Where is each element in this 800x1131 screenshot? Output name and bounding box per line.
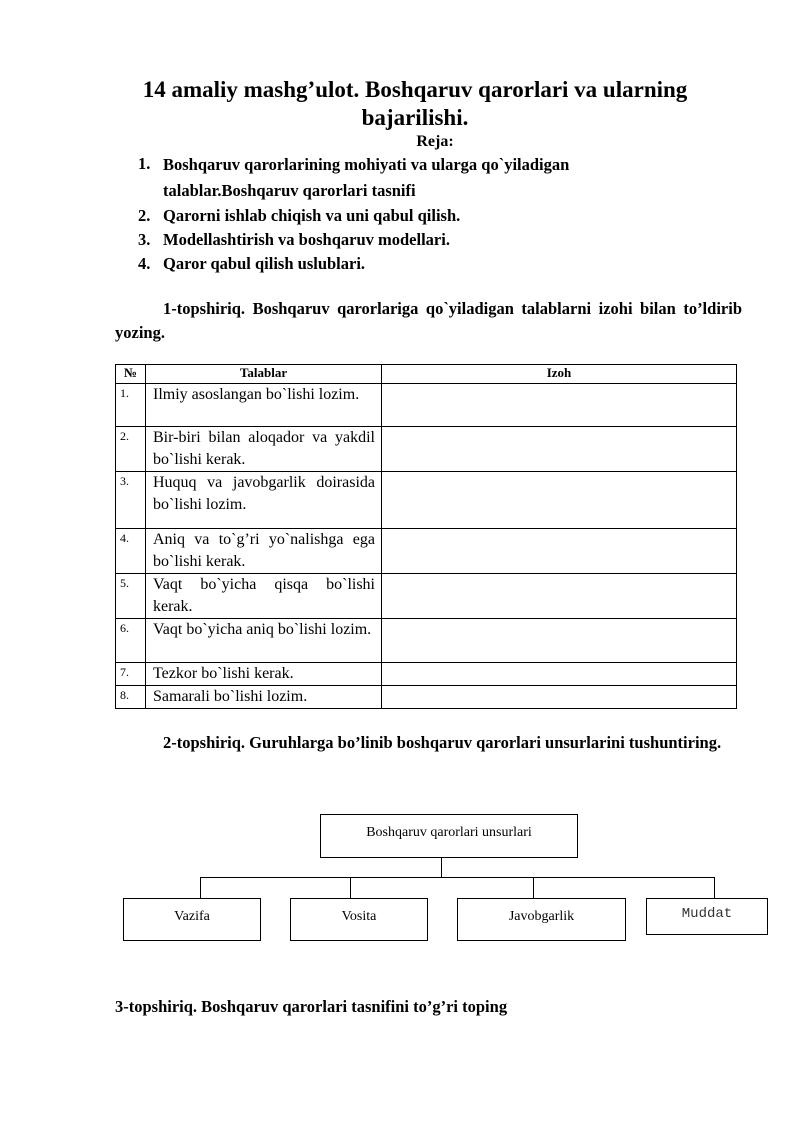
requirements-table (115, 364, 737, 709)
row-requirement-text: Vaqt bo`yicha aniq bo`lishi lozim. (153, 621, 372, 638)
row-number: 3. (116, 472, 146, 529)
connector-line (200, 877, 715, 878)
plan-heading: Reja: (416, 133, 454, 150)
diagram-child-box (457, 898, 626, 941)
header-note: Izoh (382, 365, 737, 384)
diagram-child-label: Vazifa (174, 908, 210, 924)
connector-line (533, 877, 534, 899)
row-number: 5. (116, 574, 146, 619)
row-requirement-text: Huquq va javobgarlik doirasida bo`lishi lozim. (153, 474, 375, 513)
row-note-cell[interactable] (382, 619, 737, 663)
row-requirement (146, 529, 382, 574)
row-requirement-text: Ilmiy asoslangan bo`lishi lozim. (153, 386, 360, 403)
table-row (116, 663, 737, 686)
task-3-text: 3-topshiriq. Boshqaruv qarorlari tasnifini to’g’ri toping (115, 997, 508, 1016)
plan-item-text: Modellashtirish va boshqaruv modellari. (163, 230, 450, 249)
row-requirement (146, 663, 382, 686)
row-number: 6. (116, 619, 146, 663)
row-requirement (146, 574, 382, 619)
row-requirement (146, 619, 382, 663)
connector-line (350, 877, 351, 899)
connector-line (200, 877, 201, 899)
row-note-cell[interactable] (382, 574, 737, 619)
table-row (116, 529, 737, 574)
row-note-cell[interactable] (382, 472, 737, 529)
task-1-text: 1-topshiriq. Boshqaruv qarorlariga qo`yiladigan talablarni izohi bilan to’ldirib yozing. (115, 299, 742, 342)
task-2-text: 2-topshiriq. Guruhlarga bo’linib boshqaruv qarorlari unsurlarini tushuntiring. (163, 733, 722, 752)
row-requirement-text: Bir-biri bilan aloqador va yakdil bo`lishi kerak. (153, 429, 375, 468)
row-requirement-text: Tezkor bo`lishi kerak. (153, 665, 294, 682)
table-row (116, 619, 737, 663)
plan-item-text: Qaror qabul qilish uslublari. (163, 254, 366, 273)
plan-item-number: 1. (138, 154, 151, 173)
table-row (116, 686, 737, 709)
diagram-child-box (646, 898, 768, 935)
connector-line (441, 857, 442, 878)
diagram-child-box (290, 898, 428, 941)
row-note-cell[interactable] (382, 427, 737, 472)
plan-item (138, 152, 698, 204)
diagram-child-label: Muddat (681, 905, 733, 922)
table-header-row (116, 365, 737, 384)
plan-list (138, 152, 698, 276)
row-number: 8. (116, 686, 146, 709)
table-row (116, 472, 737, 529)
document-title: 14 amaliy mashg’ulot. Boshqaruv qarorlari va ularning bajarilishi. (142, 77, 688, 130)
row-number: 1. (116, 384, 146, 427)
diagram-child-box (123, 898, 261, 941)
plan-item-number: 3. (138, 230, 151, 249)
row-requirement-text: Vaqt bo`yicha qisqa bo`lishi kerak. (153, 576, 375, 615)
row-requirement (146, 427, 382, 472)
diagram-root-box (320, 814, 578, 858)
table-row (116, 427, 737, 472)
row-note-cell[interactable] (382, 663, 737, 686)
row-number: 2. (116, 427, 146, 472)
plan-item-text: Boshqaruv qarorlarining mohiyati va ularga qo`yiladigan talablar.Boshqaruv qarorlari tasnifi (163, 155, 570, 200)
diagram-root-label: Boshqaruv qarorlari unsurlari (366, 825, 532, 840)
plan-item (138, 228, 698, 252)
table-row (116, 574, 737, 619)
header-number: № (116, 365, 146, 384)
row-note-cell[interactable] (382, 686, 737, 709)
row-requirement (146, 686, 382, 709)
plan-item (138, 204, 698, 228)
header-requirements: Talablar (146, 365, 382, 384)
row-requirement (146, 384, 382, 427)
plan-item-text: Qarorni ishlab chiqish va uni qabul qilish. (163, 206, 461, 225)
row-note-cell[interactable] (382, 529, 737, 574)
row-requirement-text: Samarali bo`lishi lozim. (153, 688, 308, 705)
diagram-child-label: Javobgarlik (508, 908, 575, 924)
row-number: 4. (116, 529, 146, 574)
plan-item-number: 2. (138, 206, 151, 225)
plan-item (138, 252, 698, 276)
row-number: 7. (116, 663, 146, 686)
row-requirement-text: Aniq va to`g’ri yo`nalishga ega bo`lishi kerak. (153, 531, 375, 570)
row-requirement (146, 472, 382, 529)
plan-item-number: 4. (138, 254, 151, 273)
diagram-child-label: Vosita (341, 908, 377, 924)
connector-line (714, 877, 715, 899)
table-row (116, 384, 737, 427)
row-note-cell[interactable] (382, 384, 737, 427)
